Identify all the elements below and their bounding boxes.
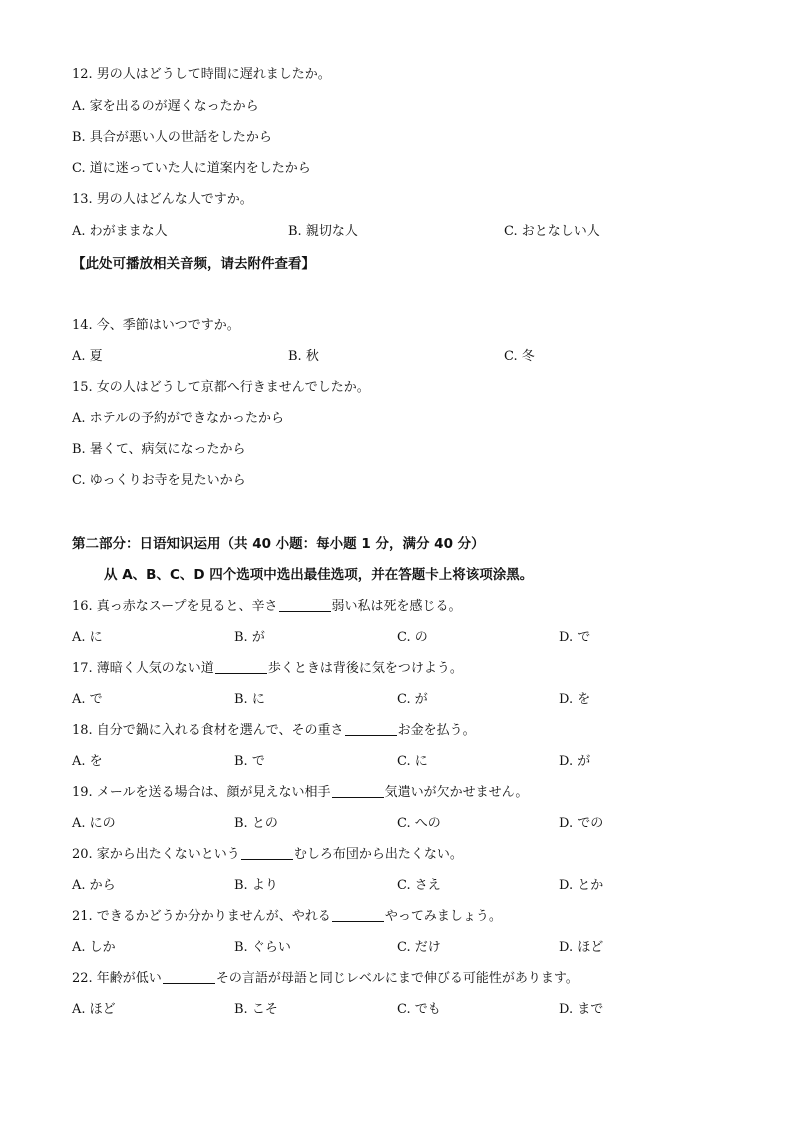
question-20-option-d: D. とか xyxy=(559,878,604,893)
question-21-option-d: D. ほど xyxy=(559,940,604,955)
question-21 xyxy=(72,906,502,928)
question-18-text-after: お金を払う。 xyxy=(397,723,476,738)
question-16-option-d: D. で xyxy=(559,630,591,645)
answer-blank xyxy=(332,907,384,922)
question-17 xyxy=(72,658,463,680)
question-21-text-before: 21. できるかどうか分かりませんが、やれる xyxy=(72,909,331,924)
answer-blank xyxy=(332,783,384,798)
question-18-option-c: C. に xyxy=(397,754,428,769)
question-22-text-before: 22. 年齢が低い xyxy=(72,971,162,986)
question-20-options xyxy=(72,875,732,897)
question-18-option-a: A. を xyxy=(72,754,103,769)
question-18-option-d: D. が xyxy=(559,754,591,769)
q13-option-a: A. わがままな人 xyxy=(72,224,168,239)
question-21-option-c: C. だけ xyxy=(397,940,441,955)
question-20-option-c: C. さえ xyxy=(397,878,441,893)
q15-option-c: C. ゆっくりお寺を見たいから xyxy=(72,473,246,488)
question-20-text-before: 20. 家から出たくないという xyxy=(72,847,240,862)
question-22-option-b: B. こそ xyxy=(234,1002,278,1017)
question-20-option-a: A. から xyxy=(72,878,116,893)
question-19-option-a: A. にの xyxy=(72,816,116,831)
question-13: 13. 男の人はどんな人ですか。 xyxy=(72,192,253,207)
question-22-option-d: D. まで xyxy=(559,1002,604,1017)
answer-blank xyxy=(345,721,397,736)
question-20 xyxy=(72,844,463,866)
question-14: 14. 今、季節はいつですか。 xyxy=(72,318,240,333)
question-21-text-after: やってみましょう。 xyxy=(384,909,502,924)
section-2-instruction: 从 A、B、C、D 四个选项中选出最佳选项，并在答题卡上将该项涂黑。 xyxy=(104,567,534,583)
question-19-option-b: B. との xyxy=(234,816,278,831)
q13-option-c: C. おとなしい人 xyxy=(504,224,600,239)
section-2-heading: 第二部分：日语知识运用（共 40 小题：每小题 1 分，满分 40 分） xyxy=(72,536,485,552)
question-17-text-before: 17. 薄暗く人気のない道 xyxy=(72,661,214,676)
q15-option-a: A. ホテルの予約ができなかったから xyxy=(72,411,285,426)
question-20-text-after: むしろ布団から出たくない。 xyxy=(293,847,463,862)
question-22 xyxy=(72,968,579,990)
question-19-text-after: 気遣いが欠かせません。 xyxy=(384,785,529,800)
q14-option-b: B. 秋 xyxy=(288,349,319,364)
question-16-option-b: B. が xyxy=(234,630,265,645)
question-22-option-c: C. でも xyxy=(397,1002,441,1017)
question-22-option-a: A. ほど xyxy=(72,1002,116,1017)
question-19-options xyxy=(72,813,732,835)
question-15: 15. 女の人はどうして京都へ行きませんでしたか。 xyxy=(72,380,370,395)
q14-option-c: C. 冬 xyxy=(504,349,535,364)
question-21-option-b: B. ぐらい xyxy=(234,940,291,955)
question-17-option-d: D. を xyxy=(559,692,591,707)
question-16-option-c: C. の xyxy=(397,630,428,645)
answer-blank xyxy=(279,597,331,612)
question-19-option-d: D. での xyxy=(559,816,604,831)
question-18 xyxy=(72,720,476,742)
question-21-option-a: A. しか xyxy=(72,940,116,955)
question-16-option-a: A. に xyxy=(72,630,103,645)
question-19-text-before: 19. メールを送る場合は、顔が見えない相手 xyxy=(72,785,331,800)
question-20-option-b: B. より xyxy=(234,878,278,893)
answer-blank xyxy=(163,969,215,984)
answer-blank xyxy=(241,845,293,860)
question-18-text-before: 18. 自分で鍋に入れる食材を選んで、その重さ xyxy=(72,723,344,738)
question-22-text-after: その言語が母語と同じレベルにまで伸びる可能性があります。 xyxy=(215,971,579,986)
question-17-text-after: 歩くときは背後に気をつけよう。 xyxy=(267,661,463,676)
question-16 xyxy=(72,596,462,618)
question-17-option-a: A. で xyxy=(72,692,103,707)
question-18-option-b: B. で xyxy=(234,754,265,769)
question-17-option-c: C. が xyxy=(397,692,428,707)
question-16-text-after: 弱い私は死を感じる。 xyxy=(331,599,462,614)
q13-options xyxy=(72,221,732,243)
question-19-option-c: C. への xyxy=(397,816,441,831)
question-19 xyxy=(72,782,528,804)
question-22-options xyxy=(72,999,732,1021)
question-12: 12. 男の人はどうして時間に遅れましたか。 xyxy=(72,67,331,82)
q13-option-b: B. 親切な人 xyxy=(288,224,358,239)
q14-options xyxy=(72,346,732,368)
q12-option-c: C. 道に迷っていた人に道案内をしたから xyxy=(72,161,311,176)
q14-option-a: A. 夏 xyxy=(72,349,103,364)
answer-blank xyxy=(215,659,267,674)
q15-option-b: B. 暑くて、病気になったから xyxy=(72,442,246,457)
audio-note: 【此处可播放相关音频，请去附件查看】 xyxy=(72,256,315,272)
q12-option-b: B. 具合が悪い人の世話をしたから xyxy=(72,130,272,145)
question-21-options xyxy=(72,937,732,959)
question-18-options xyxy=(72,751,732,773)
question-16-options xyxy=(72,627,732,649)
q12-option-a: A. 家を出るのが遅くなったから xyxy=(72,99,259,114)
question-16-text-before: 16. 真っ赤なスープを見ると、辛さ xyxy=(72,599,278,614)
question-17-options xyxy=(72,689,732,711)
question-17-option-b: B. に xyxy=(234,692,265,707)
